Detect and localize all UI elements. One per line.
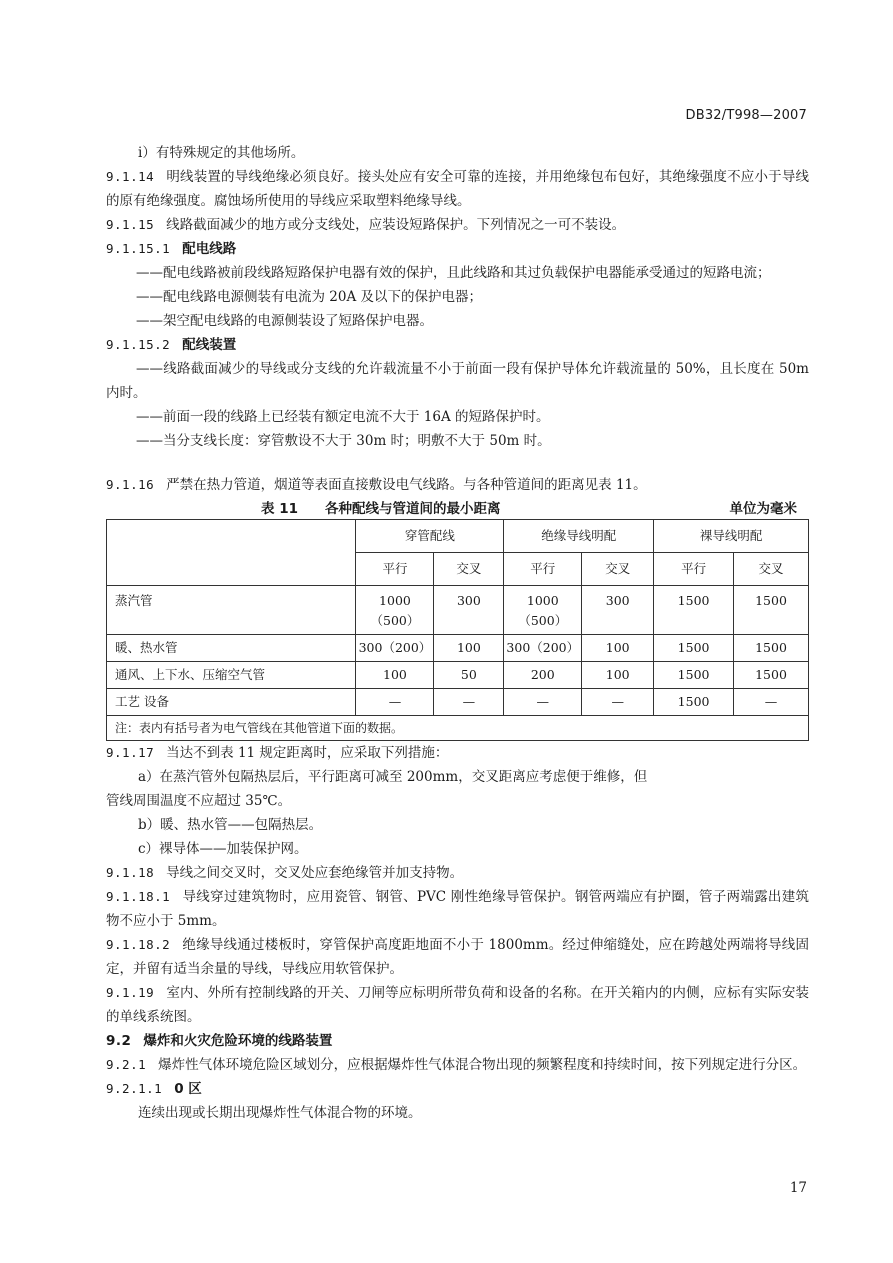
group-header: 绝缘导线明配 xyxy=(504,520,654,553)
section-number: 9.1.18.1 xyxy=(106,889,171,904)
list-item: c）裸导体——加装保护网。 xyxy=(138,841,308,857)
table-cell: 200 xyxy=(504,662,582,689)
section-text: 严禁在热力管道，烟道等表面直接敷设电气线路。与各种管道间的距离见表 11。 xyxy=(166,477,647,493)
subheader-cell: 平行 xyxy=(654,553,734,586)
page-number: 17 xyxy=(789,1180,807,1196)
section-text: 明线装置的导线绝缘必须良好。接头处应有安全可靠的连接，并用绝缘包布包好，其绝缘强度不应小于导线的原有绝缘强度。腐蚀场所使用的导线应采取塑料绝缘导线。 xyxy=(106,169,809,209)
section-9-1-18-2 xyxy=(106,933,809,981)
table-cell: 100 xyxy=(356,662,434,689)
table-cell: — xyxy=(504,689,582,716)
list-item: b）暖、热水管——包隔热层。 xyxy=(138,817,323,833)
distance-table xyxy=(106,519,809,741)
table-corner-cell xyxy=(107,520,356,586)
section-9-1-18 xyxy=(106,861,809,885)
section-9-2-1-1-heading xyxy=(106,1077,809,1101)
row-label: 暖、热水管 xyxy=(107,635,356,662)
table-cell: — xyxy=(434,689,504,716)
section-number: 9.1.15.1 xyxy=(106,241,171,256)
table-cell: 1500 xyxy=(734,586,809,635)
table-cell: 100 xyxy=(434,635,504,662)
list-item: ——线路截面减少的导线或分支线的允许载流量不小于前面一段有保护导体允许载流量的 50%，且长度在 50m 内时。 xyxy=(106,361,809,401)
table-cell: 1500 xyxy=(734,635,809,662)
section-title: 0 区 xyxy=(174,1081,202,1097)
table-cell: 50 xyxy=(434,662,504,689)
section-9-2-1 xyxy=(106,1053,809,1077)
table-cell: 1500 xyxy=(654,689,734,716)
table-cell: — xyxy=(582,689,654,716)
subheader-cell: 交叉 xyxy=(582,553,654,586)
paragraph-item-i: i）有特殊规定的其他场所。 xyxy=(138,145,305,161)
list-item: ——前面一段的线路上已经装有额定电流不大于 16A 的短路保护时。 xyxy=(136,409,550,425)
table-cell: 1500 xyxy=(734,662,809,689)
section-text: 当达不到表 11 规定距离时，应采取下列措施： xyxy=(166,745,449,761)
table-cell: 1500 xyxy=(654,586,734,635)
table-group-header-row xyxy=(107,520,809,553)
list-item: ——当分支线长度：穿管敷设不大于 30m 时；明敷不大于 50m 时。 xyxy=(136,433,551,449)
section-number: 9.1.18 xyxy=(106,865,155,880)
section-text: 连续出现或长期出现爆炸性气体混合物的环境。 xyxy=(138,1105,422,1121)
table-note: 注：表内有括号者为电气管线在其他管道下面的数据。 xyxy=(107,716,809,741)
section-text: 室内、外所有控制线路的开关、刀闸等应标明所带负荷和设备的名称。在开关箱内的内侧，应标有实际安装的单线系统图。 xyxy=(106,985,809,1025)
list-item: ——配电线路电源侧装有电流为 20A 及以下的保护电器； xyxy=(136,289,483,305)
list-item: a）在蒸汽管外包隔热层后，平行距离可减至 200mm，交叉距离应考虑便于维修，但 xyxy=(138,769,648,785)
section-title: 配线装置 xyxy=(182,337,237,353)
section-title: 爆炸和火灾危险环境的线路装置 xyxy=(143,1033,333,1049)
section-text: 绝缘导线通过楼板时，穿管保护高度距地面不小于 1800mm。经过伸缩缝处，应在跨越处两端将导线固定，并留有适当余量的导线，导线应用软管保护。 xyxy=(106,937,809,977)
section-number: 9.1.17 xyxy=(106,745,155,760)
section-text: 爆炸性气体环境危险区域划分，应根据爆炸性气体混合物出现的频繁程度和持续时间，按下列规定进行分区。 xyxy=(158,1057,807,1073)
row-label: 工艺 设备 xyxy=(107,689,356,716)
section-number: 9.1.19 xyxy=(106,985,155,1000)
section-9-1-17 xyxy=(106,741,809,765)
subheader-cell: 交叉 xyxy=(734,553,809,586)
table-cell: 100 xyxy=(582,662,654,689)
section-number: 9.1.15 xyxy=(106,217,155,232)
table-unit: 单位为毫米 xyxy=(729,501,797,517)
table-cell: 300（200） xyxy=(504,635,582,662)
table-title: 表 11 各种配线与管道间的最小距离 xyxy=(261,501,501,517)
table-caption xyxy=(106,497,809,519)
section-text: 导线之间交叉时，交叉处应套绝缘管并加支持物。 xyxy=(166,865,464,881)
table-cell: 1500 xyxy=(654,635,734,662)
group-header: 穿管配线 xyxy=(356,520,504,553)
list-item: ——架空配电线路的电源侧装设了短路保护电器。 xyxy=(136,313,433,329)
section-9-1-16 xyxy=(106,473,809,497)
section-text: 线路截面减少的地方或分支线处，应装设短路保护。下列情况之一可不装设。 xyxy=(166,217,626,233)
section-9-1-15-1-heading xyxy=(106,237,809,261)
subheader-cell: 平行 xyxy=(356,553,434,586)
section-number: 9.1.15.2 xyxy=(106,337,171,352)
table-row xyxy=(107,689,809,716)
table-cell: 1500 xyxy=(654,662,734,689)
row-label: 通风、上下水、压缩空气管 xyxy=(107,662,356,689)
table-row xyxy=(107,662,809,689)
section-9-2-heading xyxy=(106,1029,809,1053)
row-label: 蒸汽管 xyxy=(107,586,356,635)
table-cell: 100 xyxy=(582,635,654,662)
table-cell: 1000（500） xyxy=(504,586,582,635)
section-9-1-18-1 xyxy=(106,885,809,933)
table-cell: 300 xyxy=(582,586,654,635)
table-cell: 300（200） xyxy=(356,635,434,662)
subheader-cell: 交叉 xyxy=(434,553,504,586)
section-number: 9.1.14 xyxy=(106,169,155,184)
section-text: 导线穿过建筑物时，应用瓷管、钢管、PVC 刚性绝缘导管保护。钢管两端应有护圈，管子两端露出建筑物不应小于 5mm。 xyxy=(106,889,809,929)
section-9-1-19 xyxy=(106,981,809,1029)
table-note-row xyxy=(107,716,809,741)
page-content xyxy=(106,141,809,1125)
standard-code: DB32/T998—2007 xyxy=(685,108,807,123)
table-cell: — xyxy=(356,689,434,716)
section-number: 9.1.18.2 xyxy=(106,937,171,952)
section-title: 配电线路 xyxy=(182,241,237,257)
spacer xyxy=(106,453,809,473)
section-9-1-14 xyxy=(106,165,809,213)
section-number: 9.1.16 xyxy=(106,477,155,492)
section-number: 9.2 xyxy=(106,1033,132,1049)
section-number: 9.2.1.1 xyxy=(106,1081,163,1096)
table-cell: 1000（500） xyxy=(356,586,434,635)
list-item: ——配电线路被前段线路短路保护电器有效的保护，且此线路和其过负载保护电器能承受通过的短路电流； xyxy=(136,265,771,281)
list-item-continuation: 管线周围温度不应超过 35℃。 xyxy=(106,793,292,809)
table-row xyxy=(107,635,809,662)
section-number: 9.2.1 xyxy=(106,1057,147,1072)
subheader-cell: 平行 xyxy=(504,553,582,586)
group-header: 裸导线明配 xyxy=(654,520,809,553)
table-cell: — xyxy=(734,689,809,716)
section-9-1-15-2-heading xyxy=(106,333,809,357)
table-row xyxy=(107,586,809,635)
section-9-1-15 xyxy=(106,213,809,237)
table-cell: 300 xyxy=(434,586,504,635)
